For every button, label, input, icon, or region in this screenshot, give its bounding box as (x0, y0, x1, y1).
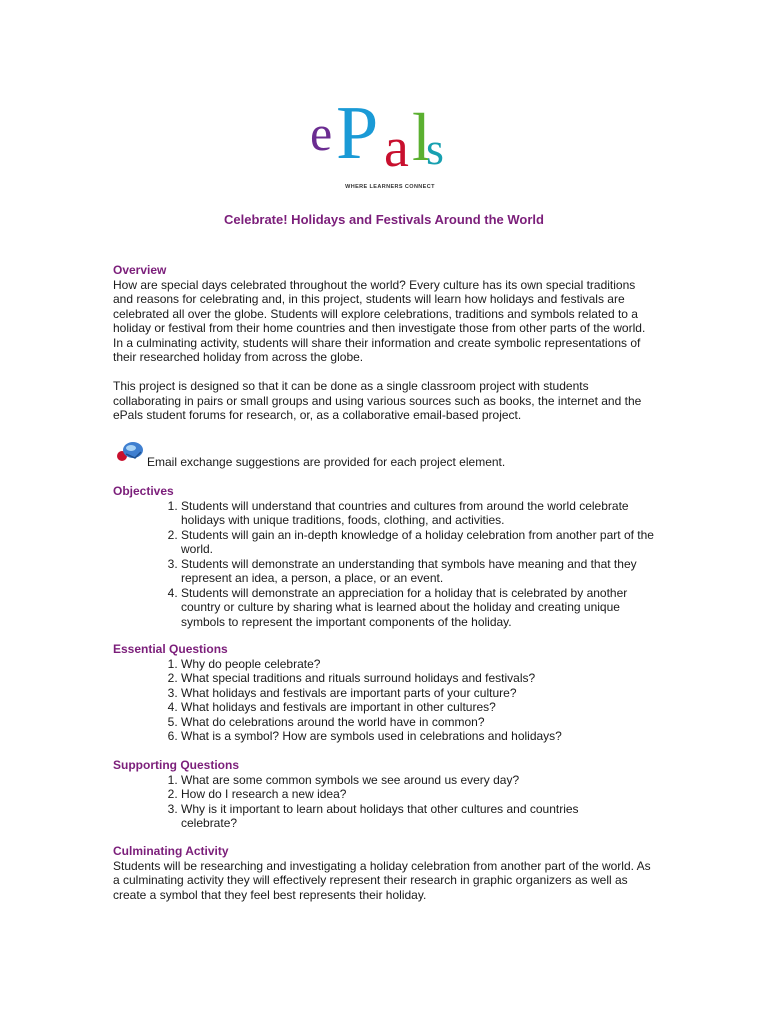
list-item: 3. Why is it important to learn about holidays that other cultures and countries celebrate? (181, 802, 658, 831)
list-item: 5. What do celebrations around the world have in common? (181, 715, 658, 730)
list-item: 4. Students will demonstrate an appreciation for a holiday that is celebrated by another country or culture by sharing what is learned about the holiday and creating unique symbols to represent the important components of the holiday. (181, 586, 658, 630)
objectives-section (113, 484, 658, 629)
culminating-activity-section (113, 844, 658, 902)
overview-paragraph-1: How are special days celebrated throughout the world? Every culture has its own special traditions and reasons for celebrating and, in this project, students will learn how holidays and festivals are celebrated all over the globe. Students will explore celebrations, traditions and symbols related to a holiday or festival from their home countries and then investigate those from other parts of the world. In a culminating activity, students will share their information and create symbolic representations of their researched holiday from across the globe. (113, 277, 646, 364)
supporting-questions-heading: Supporting Questions (113, 758, 239, 772)
logo-tagline: WHERE LEARNERS CONNECT (345, 184, 435, 190)
logo-letter-p: P (336, 91, 379, 175)
document-title: Celebrate! Holidays and Festivals Around the World (223, 212, 544, 227)
email-note-text: Email exchange suggestions are provided for each project element. (147, 455, 506, 469)
list-item: 3. What holidays and festivals are important parts of your culture? (181, 686, 658, 701)
essential-questions-section (113, 642, 658, 744)
logo-letter-l: l (412, 99, 431, 175)
objectives-heading: Objectives (113, 484, 174, 498)
email-note (113, 436, 658, 468)
list-item: 2. Students will gain an in-depth knowledge of a holiday celebration from another part of the world. (181, 528, 658, 557)
list-item: 1. Why do people celebrate? (181, 657, 658, 672)
list-item: 3. Students will demonstrate an understanding that symbols have meaning and that they represent an idea, a person, a place, or an event. (181, 557, 658, 586)
epals-logo-mark (300, 80, 470, 200)
culminating-text: Students will be researching and investigating a holiday celebration from another part of the world. As a culminating activity they will effectively represent their research in graphic organizers as well as create a symbol that they feel best represents their holiday. (113, 858, 651, 902)
email-exchange-icon (113, 436, 145, 468)
overview-section (113, 263, 658, 423)
list-item: 1. Students will understand that countries and cultures from around the world celebrate holidays with unique traditions, foods, clothing, and activities. (181, 499, 658, 528)
overview-paragraph-2: This project is designed so that it can be done as a single classroom project with students collaborating in pairs or small groups and using various sources such as books, the internet and the ePals student forums for research, or, as a collaborative email-based project. (113, 379, 642, 422)
logo-letter-s: s (426, 123, 444, 174)
supporting-questions-section (113, 758, 658, 831)
logo-letter-a: a (384, 117, 409, 179)
epals-logo (300, 80, 470, 200)
essential-questions-list (113, 657, 658, 744)
culminating-heading: Culminating Activity (113, 844, 229, 858)
logo-letter-e: e (310, 105, 333, 161)
list-item: 2. What special traditions and rituals surround holidays and festivals? (181, 671, 658, 686)
objectives-list (113, 499, 658, 630)
list-item: 4. What holidays and festivals are important in other cultures? (181, 700, 658, 715)
list-item: 2. How do I research a new idea? (181, 787, 658, 802)
essential-questions-heading: Essential Questions (113, 642, 228, 656)
list-item: 6. What is a symbol? How are symbols used in celebrations and holidays? (181, 729, 658, 744)
overview-heading: Overview (113, 263, 167, 277)
list-item: 1. What are some common symbols we see around us every day? (181, 773, 658, 788)
supporting-questions-list (113, 773, 658, 831)
